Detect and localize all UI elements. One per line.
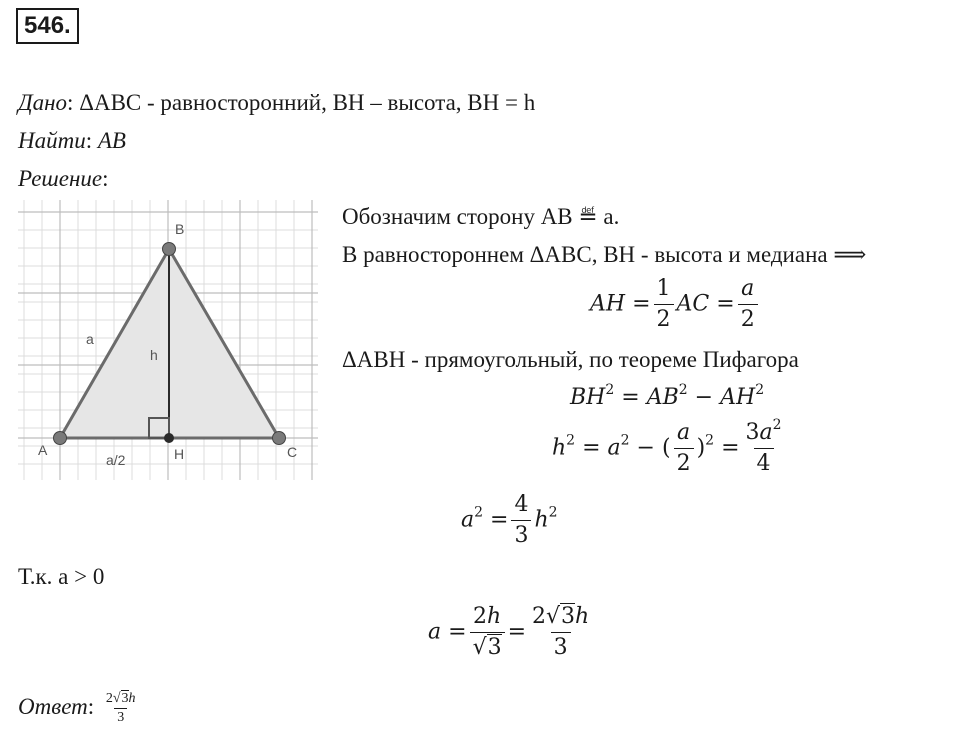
- answer-fraction: $\frac{2√3h}{3}$: [105, 691, 136, 725]
- point-h: [164, 433, 174, 443]
- formula-h-squared: $h^2 = a^2$ − ( $\frac{a}{2}$ )$^2$ = $\frac{3a^2}{4}$: [552, 418, 788, 479]
- label-b: B: [175, 221, 185, 237]
- label-side-a: a: [86, 331, 94, 347]
- point-b: [163, 243, 176, 256]
- label-half-base: a/2: [106, 452, 126, 468]
- formula-pythagoras: $BH^2 = AB^2 - AH^2$: [570, 382, 765, 410]
- step-pythagoras: ΔABH - прямоугольный, по теореме Пифагора: [342, 347, 799, 372]
- find-line: Найти: AB: [18, 128, 126, 153]
- answer-label: Ответ: [18, 693, 88, 719]
- step-positive: Т.к. a > 0: [18, 564, 105, 589]
- find-label: Найти: [18, 128, 86, 153]
- formula-a-squared: $a^2$ = $\frac{4}{3}$ $h^2$: [461, 490, 558, 551]
- step-median: В равностороннем ΔABC, BH - высота и медиана ⟹: [342, 242, 867, 267]
- answer-line: Ответ: $\frac{2√3h}{3}$: [18, 690, 142, 727]
- label-h: H: [174, 446, 185, 462]
- step-define-side: Обозначим сторону AB ≝ a.: [342, 204, 620, 229]
- point-a: [54, 432, 67, 445]
- solution-line: Решение:: [18, 166, 109, 191]
- label-c: C: [287, 444, 298, 460]
- given-text: ΔABC - равносторонний, BH – высота, BH = h: [79, 90, 536, 115]
- solution-label: Решение: [18, 166, 103, 191]
- triangle-diagram: [18, 200, 318, 480]
- triangle-svg: [18, 200, 318, 480]
- label-a: A: [38, 442, 48, 458]
- formula-a-final: a = $\frac{2h}{√3}$ = $\frac{2√3h}{3}$: [428, 602, 595, 663]
- problem-number: 546.: [16, 8, 79, 44]
- find-text: AB: [97, 128, 126, 153]
- given-label: Дано: [18, 90, 68, 115]
- given-line: Дано: ΔABC - равносторонний, BH – высота, BH = h: [18, 90, 536, 115]
- label-height-h: h: [150, 347, 158, 363]
- formula-ah: AH = $\frac{1}{2}$ AC = $\frac{a}{2}$: [590, 274, 761, 335]
- point-c: [273, 432, 286, 445]
